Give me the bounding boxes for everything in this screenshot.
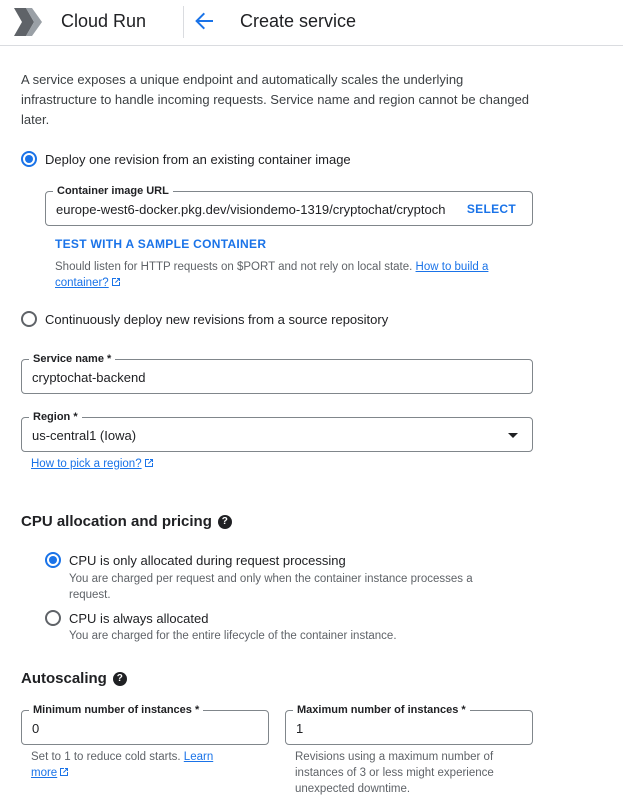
how-to-build-container-link-text: How to build a container? <box>55 261 489 289</box>
deploy-existing-image-label: Deploy one revision from an existing container image <box>45 151 351 167</box>
select-image-button[interactable]: SELECT <box>466 202 516 216</box>
service-name-field[interactable] <box>21 353 533 394</box>
open-in-new-icon <box>59 767 69 777</box>
autoscaling-title: Autoscaling <box>21 670 107 687</box>
min-instances-input[interactable]: 0 <box>32 721 40 736</box>
min-instances-field[interactable] <box>21 704 269 745</box>
dropdown-arrow-icon[interactable] <box>508 433 518 438</box>
help-icon[interactable]: ? <box>218 515 232 529</box>
deploy-existing-image-option[interactable] <box>21 151 351 167</box>
region-select[interactable] <box>21 411 533 452</box>
test-sample-container-button[interactable]: TEST WITH A SAMPLE CONTAINER <box>55 237 267 251</box>
cpu-request-option[interactable] <box>45 552 346 568</box>
max-instances-field[interactable] <box>285 704 533 745</box>
region-value[interactable]: us-central1 (Iowa) <box>32 428 137 443</box>
max-instances-label: Maximum number of instances * <box>293 703 470 717</box>
product-name: Cloud Run <box>61 11 147 31</box>
radio-selected[interactable] <box>21 151 37 167</box>
cpu-always-label: CPU is always allocated <box>69 610 209 626</box>
cloud-run-logo[interactable] <box>14 8 46 36</box>
cpu-always-description: You are charged for the entire lifecycle of the container instance. <box>69 630 397 642</box>
radio-selected[interactable] <box>45 552 61 568</box>
container-help-text: Should listen for HTTP requests on $PORT and not rely on local state. <box>55 261 413 273</box>
cpu-allocation-title: CPU allocation and pricing <box>21 513 212 530</box>
open-in-new-icon <box>144 458 154 468</box>
page-title: Create service <box>240 11 357 31</box>
cpu-always-option[interactable] <box>45 610 208 626</box>
radio-unselected[interactable] <box>45 610 61 626</box>
autoscaling-heading <box>21 670 127 687</box>
max-instances-help: Revisions using a maximum number of instances of 3 or less might experience unexpected downtime. <box>295 751 494 795</box>
min-instances-help <box>31 749 241 781</box>
open-in-new-icon <box>111 277 121 287</box>
help-icon[interactable]: ? <box>113 672 127 686</box>
service-name-input[interactable]: cryptochat-backend <box>32 370 146 385</box>
service-name-label: Service name * <box>29 352 115 366</box>
min-instances-label: Minimum number of instances * <box>29 703 203 717</box>
learn-more-link-text: Learn more <box>31 751 214 779</box>
container-image-url-label: Container image URL <box>53 184 173 198</box>
arrow-back-icon[interactable] <box>193 9 215 33</box>
region-help <box>31 456 154 472</box>
radio-unselected[interactable] <box>21 311 37 327</box>
deploy-source-repo-label: Continuously deploy new revisions from a source repository <box>45 311 389 327</box>
header-divider <box>183 6 184 38</box>
intro-text: A service exposes a unique endpoint and automatically scales the underlying infrastructure to handle incoming requests. Service name and region cannot be changed later. <box>21 72 530 127</box>
cpu-request-label: CPU is only allocated during request processing <box>69 552 346 568</box>
container-help <box>55 259 525 291</box>
region-label: Region * <box>29 410 82 424</box>
container-image-url-field[interactable] <box>45 185 533 226</box>
top-bar <box>0 0 623 46</box>
container-image-url-input[interactable]: europe-west6-docker.pkg.dev/visiondemo-1319/cryptochat/cryptoch <box>56 202 446 217</box>
how-to-pick-region-link-text: How to pick a region? <box>31 458 142 470</box>
how-to-pick-region-link[interactable] <box>31 458 154 470</box>
cpu-request-description: You are charged per request and only when the container instance processes a request. <box>69 573 473 601</box>
max-instances-input[interactable]: 1 <box>296 721 304 736</box>
min-instances-help-text: Set to 1 to reduce cold starts. <box>31 751 181 763</box>
cpu-allocation-heading <box>21 513 232 530</box>
deploy-source-repo-option[interactable] <box>21 311 388 327</box>
